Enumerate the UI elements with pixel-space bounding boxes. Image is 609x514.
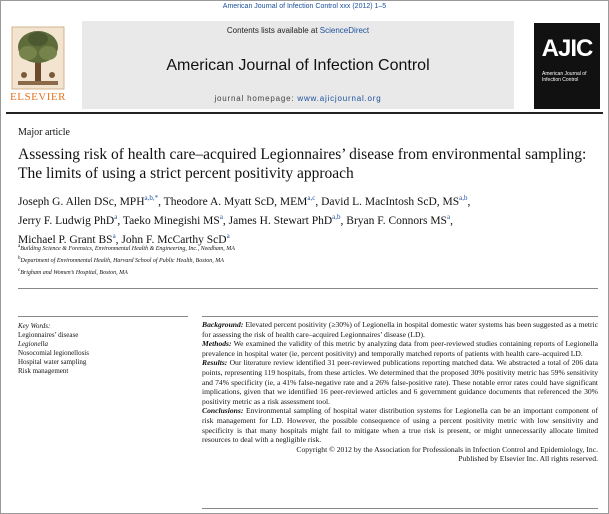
masthead: [6, 17, 603, 109]
author-separator: ,: [450, 214, 453, 227]
affiliation-item: [18, 242, 598, 254]
author-affiliation-mark[interactable]: a: [446, 212, 451, 221]
author-affiliation-mark[interactable]: a: [226, 231, 230, 240]
author-separator: ,: [115, 233, 122, 246]
author-separator: ,: [222, 214, 229, 227]
abstract-results: [202, 358, 598, 406]
journal-banner: [82, 21, 514, 109]
copyright-line-2: Published by Elsevier Inc. All rights reserved.: [458, 454, 598, 464]
background-text: Elevated percent positivity (≥30%) of Legionella in hospital domestic water systems has been suggested as a metric for assessing the risk of health care–acquired Legionnaires’ disease (LD).: [202, 320, 598, 339]
author-separator: ,: [340, 214, 347, 227]
journal-homepage-link[interactable]: www.ajicjournal.org: [297, 94, 382, 103]
author-affiliation-mark[interactable]: a: [219, 212, 223, 221]
affiliation-mark: c: [18, 268, 21, 273]
article-title: Assessing risk of health care–acquired Legionnaires’ disease from environmental sampling: The limits of using a strict percent positivity approach: [18, 146, 587, 182]
author-name: Joseph G. Allen DSc, MPH: [18, 195, 145, 208]
affiliation-text: Building Science & Forensics, Environmental Health & Engineering, Inc., Needham, MA: [20, 246, 235, 252]
conclusions-label: Conclusions:: [202, 406, 244, 416]
keywords-heading: Key Words:: [18, 322, 51, 330]
author-affiliation-mark[interactable]: a,b: [332, 212, 341, 221]
ajic-subtitle: American Journal of Infection Control: [542, 71, 587, 83]
abstract-conclusions: [202, 406, 598, 444]
author-separator: ,: [467, 195, 471, 208]
affiliation-mark: a: [18, 244, 21, 249]
sciencedirect-link[interactable]: ScienceDirect: [319, 26, 370, 35]
abstract-background: [202, 320, 598, 339]
copyright-line-1: Copyright © 2012 by the Association for Professionals in Infection Control and Epidemiology, Inc.: [296, 444, 598, 454]
ajic-mark: AJIC: [541, 35, 593, 62]
author-name: Jerry F. Ludwig PhD: [18, 214, 115, 227]
elsevier-wordmark: ELSEVIER: [10, 91, 66, 103]
background-label: Background:: [202, 320, 244, 329]
author-separator: ,: [117, 214, 123, 227]
article-type: Major article: [18, 127, 70, 138]
author-name: Michael P. Grant BS: [18, 233, 113, 246]
author-name: Taeko Minegishi MS: [122, 214, 220, 227]
abstract: [202, 320, 598, 464]
author-list: [18, 191, 603, 247]
affiliation-text: Brigham and Women’s Hospital, Boston, MA: [20, 270, 128, 276]
keyword-item: Legionnaires’ disease: [18, 331, 79, 339]
keywords-list: [18, 331, 178, 376]
masthead-rule: [6, 112, 603, 114]
abstract-rule: [202, 316, 598, 317]
elsevier-tree-icon: [6, 23, 70, 91]
abstract-bottom-rule: [202, 508, 598, 509]
affiliation-mark: b: [18, 256, 21, 261]
ajic-cover-logo: [534, 23, 600, 109]
affiliation-item: [18, 254, 598, 266]
keyword-item: Legionella: [18, 340, 48, 348]
author-name: James H. Stewart PhD: [228, 214, 333, 227]
author-name: David L. MacIntosh ScD, MS: [321, 195, 460, 208]
results-text: Our literature review identified 31 peer-reviewed publications reporting matched data. We abstracted a total of 206 data points, representing 119 hospitals, from these articles. We determined that the proposed 30% positivity metric has 59% sensitivity and 74% specificity (ie, a 41% false-negative rate and a 26% false-positive rate). These notable error rates could have significant implications, given that we identified 16 peer-reviewed articles and 6 government guidance documents that referenced the 30% positivity metric as a risk assessment tool.: [202, 358, 598, 406]
contents-available-line: [82, 26, 514, 35]
journal-title: American Journal of Infection Control: [166, 57, 430, 74]
affiliation-item: [18, 266, 598, 278]
author-affiliation-mark[interactable]: a,b,*: [144, 194, 159, 202]
results-label: Results:: [202, 358, 228, 368]
homepage-prefix: journal homepage:: [214, 94, 295, 103]
author-affiliation-mark[interactable]: a,c: [307, 194, 316, 202]
journal-homepage-line: [82, 94, 514, 103]
keywords-rule: [18, 316, 188, 317]
methods-label: Methods:: [202, 339, 232, 349]
contents-prefix: Contents lists available at: [226, 26, 318, 35]
author-separator: ,: [315, 195, 322, 208]
abstract-methods: [202, 339, 598, 358]
keyword-item: Nosocomial legionellosis: [18, 349, 89, 357]
author-affiliation-mark[interactable]: a: [114, 212, 118, 221]
keyword-item: Risk management: [18, 367, 69, 375]
affiliation-rule: [18, 288, 598, 289]
affiliation-text: Department of Environmental Health, Harvard School of Public Health, Boston, MA: [20, 258, 224, 264]
affiliation-list: [18, 242, 598, 278]
methods-text: We examined the validity of this metric by analyzing data from peer-reviewed studies containing reports of Legionella prevalence in hospital water (ie, percent positivity) and temporally matched reports of patients with health care–acquired LD.: [202, 339, 598, 358]
author-affiliation-mark[interactable]: a,b: [459, 194, 468, 202]
keyword-item: Hospital water sampling: [18, 358, 87, 366]
conclusions-text: Environmental sampling of hospital water distribution systems for Legionella can be an important component of risk management for LD. However, the possible consequence of using a percent positivity metric with low sensitivity and specificity is that many hospitals might fail to mitigate when a true risk is present, or might unnecessarily allocate limited resources to deal with a negligible risk.: [202, 406, 598, 445]
author-name: Theodore A. Myatt ScD, MEM: [163, 195, 308, 208]
author-affiliation-mark[interactable]: a: [112, 231, 116, 240]
author-name: Bryan F. Connors MS: [346, 214, 447, 227]
author-separator: ,: [158, 195, 164, 208]
journal-running-head: American Journal of Infection Control xxx (2012) 1–5: [222, 3, 387, 10]
author-name: John F. McCarthy ScD: [121, 233, 227, 246]
